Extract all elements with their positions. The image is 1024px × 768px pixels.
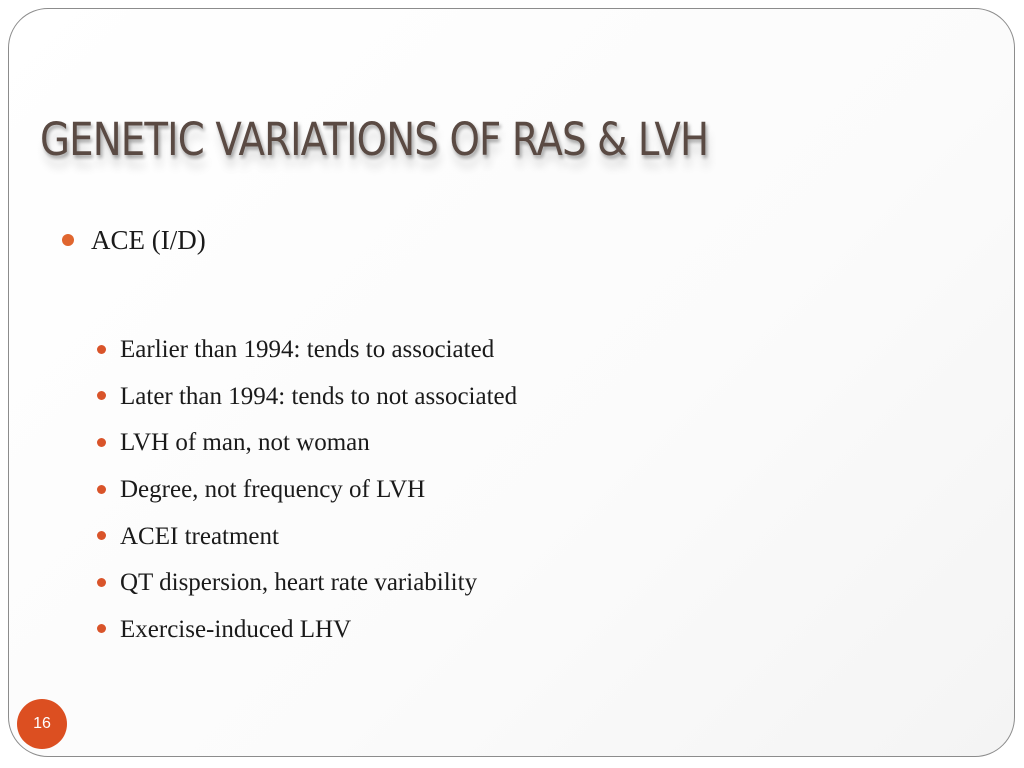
sub-bullet-text: QT dispersion, heart rate variability [120, 569, 478, 597]
bullet-dot-icon [97, 624, 106, 633]
bullet-level1-text: ACE (I/D) [91, 225, 206, 255]
sub-bullet-text: Degree, not frequency of LVH [120, 476, 426, 504]
page-number-badge: 16 [17, 699, 67, 749]
bullet-dot-icon [97, 391, 106, 400]
sub-bullet-text: Later than 1994: tends to not associated [120, 382, 518, 410]
sub-bullet-list [97, 327, 517, 653]
sub-bullet-item [97, 607, 517, 654]
sub-bullet-item [97, 513, 517, 560]
sub-bullet-text: ACEI treatment [120, 522, 279, 550]
sub-bullet-item [97, 420, 517, 467]
bullet-dot-icon [97, 345, 106, 354]
sub-bullet-item [97, 327, 517, 374]
sub-bullet-text: Exercise-induced LHV [120, 615, 352, 643]
sub-bullet-item [97, 374, 517, 421]
bullet-dot-icon [97, 531, 106, 540]
bullet-dot-icon [62, 234, 74, 246]
sub-bullet-item [97, 560, 517, 607]
slide-title: GENETIC VARIATIONS OF RAS & LVH [40, 113, 709, 166]
sub-bullet-item [97, 467, 517, 514]
bullet-dot-icon [97, 438, 106, 447]
sub-bullet-text: Earlier than 1994: tends to associated [120, 336, 495, 364]
bullet-level1 [62, 225, 206, 256]
bullet-dot-icon [97, 485, 106, 494]
bullet-dot-icon [97, 578, 106, 587]
slide [8, 8, 1015, 757]
sub-bullet-text: LVH of man, not woman [120, 429, 370, 457]
